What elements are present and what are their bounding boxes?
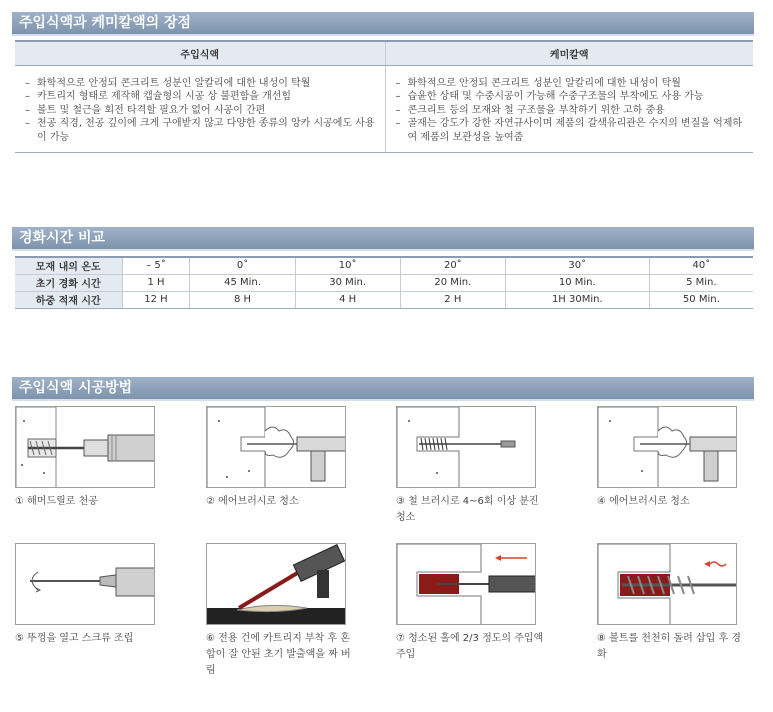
table-cell: 30˚ — [505, 257, 649, 274]
table-cell: 40˚ — [649, 257, 753, 274]
table-cell: 0˚ — [190, 257, 295, 274]
insert-bolt-illustration — [597, 543, 737, 625]
step-caption: ② 에어브러시로 청소 — [206, 496, 299, 507]
table-cell: 5 Min. — [649, 274, 753, 291]
table-row — [15, 274, 753, 291]
table-cell: 30 Min. — [295, 274, 400, 291]
table-cell: 45 Min. — [190, 274, 295, 291]
cartridge-screw-illustration — [15, 543, 155, 625]
inject-resin-illustration — [396, 543, 536, 625]
table-cell: 2 H — [400, 291, 505, 308]
step-6 — [206, 543, 351, 679]
table-row — [15, 257, 753, 274]
row-label: 하중 적재 시간 — [15, 291, 122, 308]
step-caption: ⑥ 전용 건에 카트리지 부착 후 혼합이 잘 안된 초기 발출액을 짜 버림 — [206, 633, 351, 676]
air-brush-illustration — [597, 406, 737, 488]
list-item: – 천공 직경, 천공 깊이에 크게 구애받지 않고 다양한 종류의 앙카 시공에도 사용이 가능 — [25, 117, 377, 144]
list-item: – 화학적으로 안정되 콘크리트 성분인 알칼리에 대한 내성이 탁월 — [25, 77, 377, 91]
table-cell: 12 H — [122, 291, 190, 308]
air-brush-illustration — [206, 406, 346, 488]
table-cell: 20˚ — [400, 257, 505, 274]
list-item: – 화학적으로 안정되 콘크리트 성분인 알칼리에 대한 내성이 탁월 — [396, 77, 746, 91]
list-item: – 볼트 및 철근을 회전 타격할 필요가 없어 시공이 간편 — [25, 104, 377, 118]
step-5 — [15, 543, 155, 647]
table-cell: 10˚ — [295, 257, 400, 274]
table-row — [15, 291, 753, 308]
header-chemical: 케미칼액 — [385, 41, 753, 65]
row-label: 초기 경화 시간 — [15, 274, 122, 291]
step-4 — [597, 406, 737, 510]
drilling-illustration — [15, 406, 155, 488]
step-2 — [206, 406, 346, 510]
step-caption: ① 해머드릴로 천공 — [15, 496, 98, 507]
list-item: – 습윤한 상태 및 수중시공이 가능해 수중구조물의 부착에도 사용 가능 — [396, 90, 746, 104]
table-cell: 20 Min. — [400, 274, 505, 291]
section-title-advantages: 주입식액과 케미칼액의 장점 — [12, 12, 754, 34]
table-cell: 4 H — [295, 291, 400, 308]
header-injection: 주입식액 — [15, 41, 385, 65]
step-caption: ③ 철 브러시로 4~6회 이상 분진청소 — [396, 496, 539, 523]
step-caption: ⑤ 뚜껑을 열고 스크류 조립 — [15, 633, 134, 644]
list-item: – 골재는 강도가 강한 자연규사이며 제품의 갈색유리관은 수지의 변질을 억제하여 제품의 보관성을 높여줌 — [396, 117, 746, 144]
list-item: – 카트리지 형태로 제작해 캡슐형의 시공 상 불편함을 개선힘 — [25, 90, 377, 104]
table-cell: 50 Min. — [649, 291, 753, 308]
section-title-method: 주입식액 시공방법 — [12, 377, 754, 399]
curing-time-table — [15, 256, 753, 309]
row-label: 모재 내의 온도 — [15, 257, 122, 274]
chemical-advantages — [385, 65, 753, 153]
step-3 — [396, 406, 539, 526]
step-caption: ④ 에어브러시로 청소 — [597, 496, 690, 507]
step-8 — [597, 543, 741, 663]
step-1 — [15, 406, 155, 510]
table-cell: 8 H — [190, 291, 295, 308]
table-cell: 1H 30Min. — [505, 291, 649, 308]
section-title-curing: 경화시간 비교 — [12, 227, 754, 249]
step-caption: ⑦ 청소된 홀에 2/3 정도의 주입액 주입 — [396, 633, 544, 660]
table-cell: 10 Min. — [505, 274, 649, 291]
step-7 — [396, 543, 544, 663]
table-cell: 1 H — [122, 274, 190, 291]
list-item: – 콘크리트 등의 모재와 철 구조물을 부착하기 위한 고하 중용 — [396, 104, 746, 118]
injection-advantages — [15, 65, 385, 153]
advantages-table — [15, 40, 753, 153]
table-cell: – 5˚ — [122, 257, 190, 274]
dispensing-gun-illustration — [206, 543, 346, 625]
step-caption: ⑧ 볼트를 천천히 돌려 삽입 후 경화 — [597, 633, 741, 660]
steel-brush-illustration — [396, 406, 536, 488]
